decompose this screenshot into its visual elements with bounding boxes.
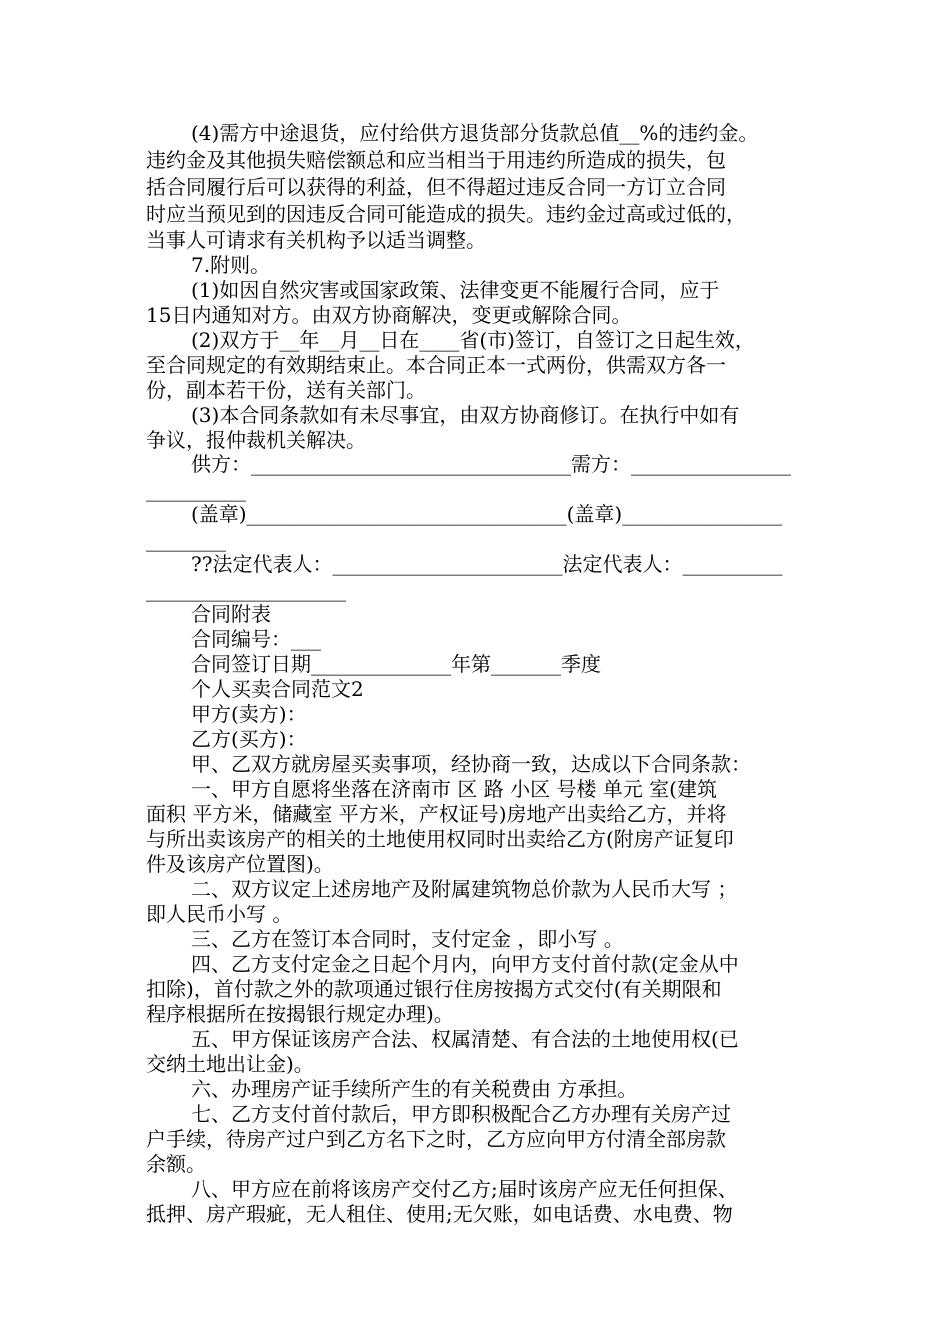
text-line: 违约金及其他损失赔偿额总和应当相当于用违约所造成的损失，包 <box>146 148 726 172</box>
text-line: ________ <box>146 528 226 552</box>
signature-representative-line: ??法定代表人：_______________________法定代表人：__________ <box>191 552 783 576</box>
text-line: (4)需方中途退货，应付给供方退货部分货款总值__%的违约金。 <box>191 121 759 145</box>
text-line: 七、乙方支付首付款后，甲方即积极配合乙方办理有关房产过 <box>191 1102 731 1126</box>
party-b: 乙方(买方)： <box>191 727 307 751</box>
text-line: 余额。 <box>146 1152 206 1176</box>
text-line: 抵押、房产瑕疵，无人租住、使用;无欠账，如电话费、水电费、物 <box>146 1202 733 1226</box>
text-line: 户手续，待房产过户到乙方名下之时，乙方应向甲方付清全部房款 <box>146 1127 726 1151</box>
text-line: 三、乙方在签订本合同时，支付定金 ，即小写 。 <box>191 927 624 951</box>
text-line: 扣除)，首付款之外的款项通过银行住房按揭方式交付(有关期限和 <box>146 977 722 1001</box>
text-line: ____________________ <box>146 578 346 602</box>
text-line: 五、甲方保证该房产合法、权属清楚、有合法的土地使用权(已 <box>191 1027 739 1051</box>
text-line: 甲、乙双方就房屋买卖事项，经协商一致，达成以下合同条款： <box>191 752 751 776</box>
text-line: 四、乙方支付定金之日起个月内，向甲方支付首付款(定金从中 <box>191 952 739 976</box>
appendix-heading: 合同附表 <box>191 602 271 626</box>
text-line: 二、双方议定上述房地产及附属建筑物总价款为人民币大写 ； <box>191 877 738 901</box>
text-line: 当事人可请求有关机构予以适当调整。 <box>146 228 486 252</box>
document-title: 个人买卖合同范文2 <box>191 677 364 701</box>
text-line: (3)本合同条款如有未尽事宜，由双方协商修订。在执行中如有 <box>191 403 740 427</box>
text-line: (2)双方于__年__月__日在____省(市)签订，自签订之日起生效， <box>191 328 755 352</box>
text-line: 六、办理房产证手续所产生的有关税费由 方承担。 <box>191 1077 638 1101</box>
text-line: 份，副本若干份，送有关部门。 <box>146 378 426 402</box>
text-line: 面积 平方米，储藏室 平方米，产权证号)房地产出卖给乙方，并将 <box>146 802 727 826</box>
contract-date: 合同签订日期______________年第_______季度 <box>191 652 601 676</box>
text-line: 交纳土地出让金)。 <box>146 1052 314 1076</box>
text-line: 至合同规定的有效期结束止。本合同正本一式两份，供需双方各一 <box>146 353 726 377</box>
text-line: 八、甲方应在前将该房产交付乙方;届时该房产应无任何担保、 <box>191 1177 738 1201</box>
text-line: 括合同履行后可以获得的利益，但不得超过违反合同一方订立合同 <box>146 175 726 199</box>
text-line: 即人民币小写 。 <box>146 902 293 926</box>
text-line: 程序根据所在按揭银行规定办理)。 <box>146 1002 454 1026</box>
signature-supplier-line: 供方：________________________________需方：________________ <box>191 452 791 476</box>
text-line: 一、甲方自愿将坐落在济南市 区 路 小区 号楼 单元 室(建筑 <box>191 777 717 801</box>
text-line: (1)如因自然灾害或国家政策、法律变更不能履行合同，应于 <box>191 278 720 302</box>
contract-number: 合同编号：___ <box>191 627 321 651</box>
party-a: 甲方(卖方)： <box>191 702 307 726</box>
text-line: 件及该房产位置图)。 <box>146 852 334 876</box>
signature-seal-line: (盖章)________________________________(盖章)________________ <box>191 502 783 526</box>
text-line: __________ <box>146 478 246 502</box>
text-line: 与所出卖该房产的相关的土地使用权同时出卖给乙方(附房产证复印 <box>146 827 734 851</box>
text-line: 15日内通知对方。由双方协商解决，变更或解除合同。 <box>146 303 632 327</box>
text-line: 时应当预见到的因违反合同可能造成的损失。违约金过高或过低的， <box>146 202 746 226</box>
text-line: 争议，报仲裁机关解决。 <box>146 428 366 452</box>
section-heading: 7.附则。 <box>191 253 271 277</box>
